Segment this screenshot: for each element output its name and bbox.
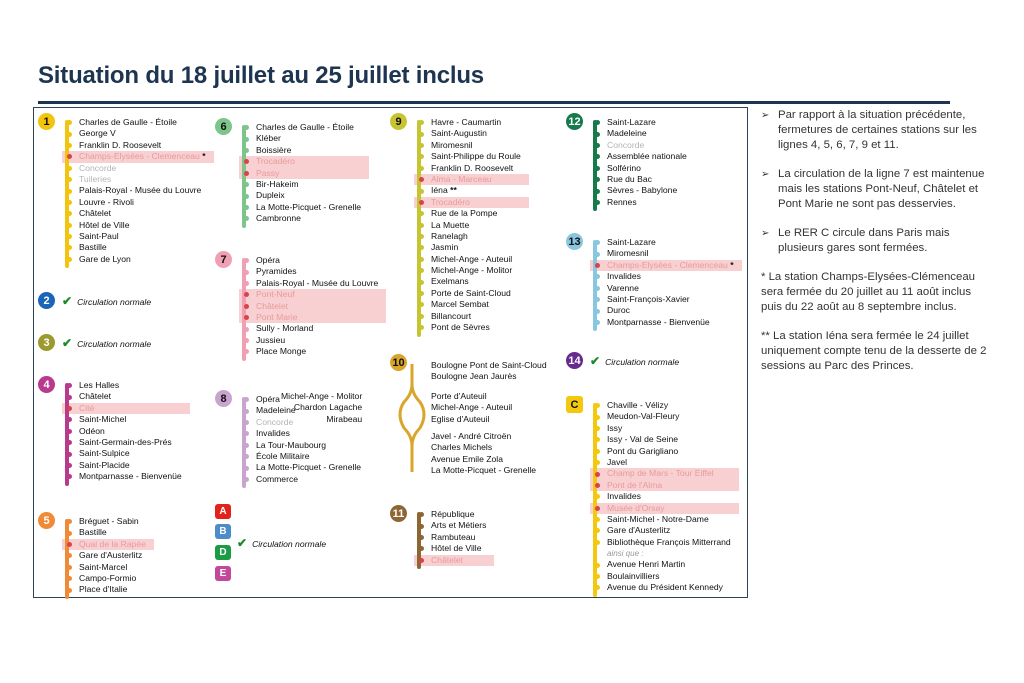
station: Saint-Philippe du Roule [428, 151, 525, 162]
station-dot [244, 397, 249, 402]
station: Eglise d'Auteuil [431, 413, 490, 424]
note-bullet: ➢ La circulation de la ligne 7 est maintenue mais les stations Pont-Neuf, Châtelet et Pont Marie ne sont pas desservies. [761, 168, 985, 210]
station: ainsi que : [607, 549, 644, 559]
station-dot [419, 200, 424, 205]
station: Cité [76, 403, 186, 414]
station: Invalides [604, 271, 738, 282]
station-dot [244, 454, 249, 459]
station-dot [244, 477, 249, 482]
station-dot [595, 415, 600, 420]
station: Michel-Ange - Auteuil [431, 402, 513, 413]
station: Gare d'Austerlitz [604, 525, 735, 536]
note-bullet: ➢ Par rapport à la situation précédente, fermetures de certaines stations sur les lignes 4, 5, 6, 7, 9 et 11. [761, 109, 977, 151]
title-rule [38, 101, 950, 104]
station: Champs-Elysées - Clemenceau * [76, 151, 210, 162]
rer-d-badge: D [215, 545, 231, 560]
station-dot [244, 466, 249, 471]
station-dot [419, 132, 424, 137]
station: Gare d'Austerlitz [76, 550, 150, 561]
station-dot [244, 171, 249, 176]
station: Châtelet [76, 391, 186, 402]
note-bullet: ➢ Le RER C circule dans Paris mais plusieurs gares sont fermées. [761, 227, 950, 254]
station: Saint-Germain-des-Prés [76, 437, 186, 448]
station-dot [419, 314, 424, 319]
station: Place Monge [253, 346, 382, 357]
station: Musée d'Orsay [604, 503, 735, 514]
arrow-icon: ➢ [761, 169, 770, 180]
line-badge: 2 [38, 292, 55, 309]
line-badge: 13 [566, 233, 583, 250]
station: Javel [604, 457, 735, 468]
station: Invalides [253, 428, 365, 439]
station: Iéna ** [428, 185, 525, 196]
station-dot [67, 132, 72, 137]
station-dot [595, 252, 600, 257]
station: Chaville - Vélizy [604, 400, 735, 411]
station: Javel - André Citroën [431, 431, 512, 441]
station-dot [595, 189, 600, 194]
line-10-bottom [428, 431, 540, 477]
station: Saint-Michel - Notre-Dame [604, 514, 735, 525]
station: Cambronne [253, 213, 365, 224]
station-dot [67, 154, 72, 159]
station: Bastille [76, 527, 150, 538]
station: George V [76, 128, 210, 139]
station-dot [67, 211, 72, 216]
station: Franklin D. Roosevelt [76, 140, 210, 151]
station-dot [244, 292, 249, 297]
line-badge: 5 [38, 512, 55, 529]
station: Dupleix [253, 190, 365, 201]
line-badge: 11 [390, 505, 407, 522]
station: Campo-Formio [76, 573, 150, 584]
station: Saint-Michel [76, 414, 186, 425]
station: Havre - Caumartin [428, 117, 525, 128]
footnote-double-star: ** La station Iéna sera fermée le 24 juillet uniquement compte tenu de la desserte de 2 sessions au Parc des Princes. [761, 330, 987, 372]
station-dot [595, 166, 600, 171]
station: Champ de Mars - Tour Eiffel [604, 468, 735, 479]
station-dot [67, 257, 72, 262]
station: Gare de Lyon [76, 254, 210, 265]
station-dot [67, 531, 72, 536]
station-dot [244, 409, 249, 414]
rer-a-badge: A [215, 504, 231, 519]
station: Invalides [604, 491, 735, 502]
station: Issy [604, 423, 735, 434]
rer-b-badge: B [215, 524, 231, 539]
station: Saint-François-Xavier [604, 294, 738, 305]
station-dot [244, 148, 249, 153]
station-dot [595, 472, 600, 477]
station: La Motte-Picquet - Grenelle [431, 465, 537, 476]
station-dot [419, 177, 424, 182]
station-dot [67, 429, 72, 434]
station-dot [419, 524, 424, 529]
station-dot [595, 449, 600, 454]
station-dot [244, 281, 249, 286]
station: Saint-Sulpice [76, 448, 186, 459]
station: Charles de Gaulle - Étoile [76, 117, 210, 128]
station-dot [595, 528, 600, 533]
station: Avenue Henri Martin [604, 559, 735, 570]
station-dot [67, 383, 72, 388]
station-list [253, 255, 382, 358]
station-dot [419, 154, 424, 159]
station: Porte d'Auteuil [431, 391, 487, 401]
station: La Muette [428, 220, 525, 231]
station-dot [67, 143, 72, 148]
station-dot [595, 320, 600, 325]
footnote-star: * La station Champs-Elysées-Clémenceau sera fermée du 20 juillet au 11 août inclus puis du 22 août au 8 septembre inclus. [761, 271, 975, 313]
station: Mirabeau [326, 413, 363, 424]
line-badge: 9 [390, 113, 407, 130]
station-dot [595, 437, 600, 442]
arrow-icon: ➢ [761, 110, 770, 121]
station-dot [67, 474, 72, 479]
station-dot [419, 245, 424, 250]
station: Saint-Paul [76, 231, 210, 242]
station-dot [595, 263, 600, 268]
station: Miromesnil [604, 248, 738, 259]
line-badge: 1 [38, 113, 55, 130]
station-dot [244, 420, 249, 425]
station-dot [67, 576, 72, 581]
station-list [604, 400, 735, 594]
station: La Motte-Picquet - Grenelle [253, 202, 365, 213]
station: Boulogne Jean Jaurès [431, 371, 517, 382]
station: Pont du Garigliano [604, 446, 735, 457]
station: Boulainvilliers [604, 571, 735, 582]
station-dot [67, 177, 72, 182]
station: Hôtel de Ville [428, 543, 490, 554]
check-icon: ✔ [590, 354, 601, 368]
station-dot [67, 452, 72, 457]
station-dot [595, 154, 600, 159]
normal-status: ✔ Circulation normale [62, 294, 152, 308]
line-10-top [428, 360, 551, 383]
station-dot [67, 565, 72, 570]
station: Palais-Royal - Musée du Louvre [76, 185, 210, 196]
station: Avenue Emile Zola [431, 453, 503, 464]
station-dot [595, 574, 600, 579]
station-dot [244, 327, 249, 332]
station: Billancourt [428, 311, 525, 322]
line-badge: 7 [215, 251, 232, 268]
station: Exelmans [428, 276, 525, 287]
check-icon: ✔ [62, 294, 73, 308]
station-dot [67, 166, 72, 171]
station: Pont-Neuf [253, 289, 382, 300]
station: Saint-Augustin [428, 128, 525, 139]
station-dot [595, 517, 600, 522]
station-dot [419, 268, 424, 273]
station: Châtelet [253, 301, 382, 312]
station: Varenne [604, 283, 738, 294]
station-dot [244, 443, 249, 448]
station: Opéra [253, 255, 382, 266]
station-dot [595, 120, 600, 125]
station: Issy - Val de Seine [604, 434, 735, 445]
station: Quai de la Rapée [76, 539, 150, 550]
notes-panel [761, 108, 991, 388]
station-list [253, 122, 365, 225]
station: Montparnasse - Bienvenüe [604, 317, 738, 328]
station-dot [595, 132, 600, 137]
station-dot [595, 309, 600, 314]
station: Champs-Elysées - Clemenceau * [604, 260, 738, 271]
station-dot [244, 338, 249, 343]
station-dot [595, 240, 600, 245]
station-dot [419, 325, 424, 330]
station: Pont Marie [253, 312, 382, 323]
station: Place d'Italie [76, 584, 150, 595]
station-dot [419, 302, 424, 307]
station-dot [419, 280, 424, 285]
check-icon: ✔ [62, 336, 73, 350]
station-dot [244, 125, 249, 130]
station: Rambuteau [428, 532, 490, 543]
station: Bibliothèque François Mitterrand [604, 537, 735, 548]
station: Châtelet [428, 555, 490, 566]
station-dot [419, 211, 424, 216]
station: Rue du Bac [604, 174, 691, 185]
station-list [428, 509, 490, 566]
station-dot [244, 182, 249, 187]
station: Pont de Sèvres [428, 322, 525, 333]
station-dot [595, 494, 600, 499]
station-dot [595, 286, 600, 291]
rer-normal-status: ✔ Circulation normale [237, 536, 327, 550]
station-dot [244, 216, 249, 221]
station: La Motte-Picquet - Grenelle [253, 462, 365, 473]
station-dot [419, 291, 424, 296]
station-dot [595, 177, 600, 182]
station-dot [419, 120, 424, 125]
station: Opéra [253, 394, 365, 405]
station-dot [595, 426, 600, 431]
station: Rennes [604, 197, 691, 208]
station: Boissière [253, 145, 365, 156]
station-dot [67, 553, 72, 558]
station: Saint-Placide [76, 460, 186, 471]
station-dot [67, 440, 72, 445]
station: Marcel Sembat [428, 299, 525, 310]
station-dot [419, 257, 424, 262]
page-title: Situation du 18 juillet au 25 juillet inclus [38, 62, 484, 89]
station-dot [244, 349, 249, 354]
station: Sèvres - Babylone [604, 185, 691, 196]
line-badge: 14 [566, 352, 583, 369]
station-dot [244, 159, 249, 164]
station: Jussieu [253, 335, 382, 346]
station-dot [244, 304, 249, 309]
lines-panel [33, 107, 748, 598]
station: Saint-Marcel [76, 562, 150, 573]
station-dot [595, 403, 600, 408]
station-list [604, 237, 738, 328]
station: Bir-Hakeim [253, 179, 365, 190]
station: Concorde [76, 163, 210, 174]
line-badge: 4 [38, 376, 55, 393]
station-dot [67, 463, 72, 468]
station-dot [419, 558, 424, 563]
station: Les Halles [76, 380, 186, 391]
station-list [76, 516, 150, 596]
station: Hôtel de Ville [76, 220, 210, 231]
station: Passy [253, 168, 365, 179]
station-dot [419, 223, 424, 228]
station-dot [419, 166, 424, 171]
station: Saint-Lazare [604, 237, 738, 248]
station-dot [595, 585, 600, 590]
station-dot [419, 512, 424, 517]
line-badge: C [566, 396, 583, 413]
station-list [428, 117, 525, 333]
station: Alma - Marceau [428, 174, 525, 185]
rer-e-badge: E [215, 566, 231, 581]
station: Madeleine [253, 405, 365, 416]
station: Concorde [604, 140, 691, 151]
line-10-left [281, 391, 362, 425]
station-dot [67, 245, 72, 250]
station-dot [67, 542, 72, 547]
station-dot [419, 189, 424, 194]
station-dot [67, 588, 72, 593]
line-badge: 6 [215, 118, 232, 135]
station: Avenue du Président Kennedy [604, 582, 735, 593]
station: Sully - Morland [253, 323, 382, 334]
station: Boulogne Pont de Saint-Cloud [431, 360, 547, 370]
normal-status: ✔ Circulation normale [62, 336, 152, 350]
station: La Tour-Maubourg [253, 440, 365, 451]
station-dot [67, 417, 72, 422]
check-icon: ✔ [237, 536, 248, 550]
station-dot [595, 200, 600, 205]
station: Charles de Gaulle - Étoile [253, 122, 365, 133]
station-dot [419, 234, 424, 239]
station-dot [595, 483, 600, 488]
station: Palais-Royal - Musée du Louvre [253, 278, 382, 289]
station: Bréguet - Sabin [76, 516, 150, 527]
station-dot [419, 143, 424, 148]
station: Duroc [604, 305, 738, 316]
station: Franklin D. Roosevelt [428, 163, 525, 174]
station: Louvre - Rivoli [76, 197, 210, 208]
line-badge: 8 [215, 390, 232, 407]
line-badge: 3 [38, 334, 55, 351]
station-list [76, 117, 210, 265]
station: Odéon [76, 426, 186, 437]
station: Michel-Ange - Molitor [281, 391, 363, 401]
station-list [76, 380, 186, 483]
station-dot [244, 137, 249, 142]
line-badge: 12 [566, 113, 583, 130]
station-dot [244, 205, 249, 210]
station: Rue de la Pompe [428, 208, 525, 219]
station-dot [67, 395, 72, 400]
station: Meudon-Val-Fleury [604, 411, 735, 422]
station-dot [595, 274, 600, 279]
station: Pont de l'Alma [604, 480, 735, 491]
station: École Militaire [253, 451, 365, 462]
arrow-icon: ➢ [761, 228, 770, 239]
station-dot [244, 315, 249, 320]
line-10 [390, 354, 570, 474]
station-dot [595, 143, 600, 148]
station: Miromesnil [428, 140, 525, 151]
station: Tuileries [76, 174, 210, 185]
station-dot [244, 258, 249, 263]
station: Jasmin [428, 242, 525, 253]
station-dot [67, 234, 72, 239]
station-dot [244, 270, 249, 275]
station: Ranelagh [428, 231, 525, 242]
station: Commerce [253, 474, 365, 485]
station: Arts et Métiers [428, 520, 490, 531]
station: Charles Michels [431, 442, 493, 453]
station: Bastille [76, 242, 210, 253]
station-dot [419, 535, 424, 540]
station-dot [244, 431, 249, 436]
station: Michel-Ange - Molitor [428, 265, 525, 276]
station: Montparnasse - Bienvenüe [76, 471, 186, 482]
station-dot [595, 460, 600, 465]
station-dot [67, 406, 72, 411]
station-list [604, 117, 691, 208]
station: Kléber [253, 133, 365, 144]
station-dot [419, 546, 424, 551]
station: Pyramides [253, 266, 382, 277]
station: Assemblée nationale [604, 151, 691, 162]
station-dot [244, 194, 249, 199]
station: Trocadéro [253, 156, 365, 167]
station: République [428, 509, 490, 520]
station-dot [67, 200, 72, 205]
station: Chardon Lagache [293, 402, 363, 413]
line-track [593, 403, 597, 597]
station: Trocadéro [428, 197, 525, 208]
station-dot [595, 563, 600, 568]
station-dot [595, 540, 600, 545]
station: Saint-Lazare [604, 117, 691, 128]
station-dot [595, 297, 600, 302]
station: Concorde [253, 417, 365, 428]
station-dot [67, 223, 72, 228]
station: Châtelet [76, 208, 210, 219]
station: Michel-Ange - Auteuil [428, 254, 525, 265]
line-10-badge: 10 [390, 354, 407, 371]
station-dot [67, 519, 72, 524]
station: Madeleine [604, 128, 691, 139]
station-dot [595, 506, 600, 511]
normal-status: ✔ Circulation normale [590, 354, 680, 368]
line-10-right [428, 391, 516, 425]
station-dot [67, 120, 72, 125]
station: Porte de Saint-Cloud [428, 288, 525, 299]
station-dot [67, 189, 72, 194]
station: Solférino [604, 163, 691, 174]
